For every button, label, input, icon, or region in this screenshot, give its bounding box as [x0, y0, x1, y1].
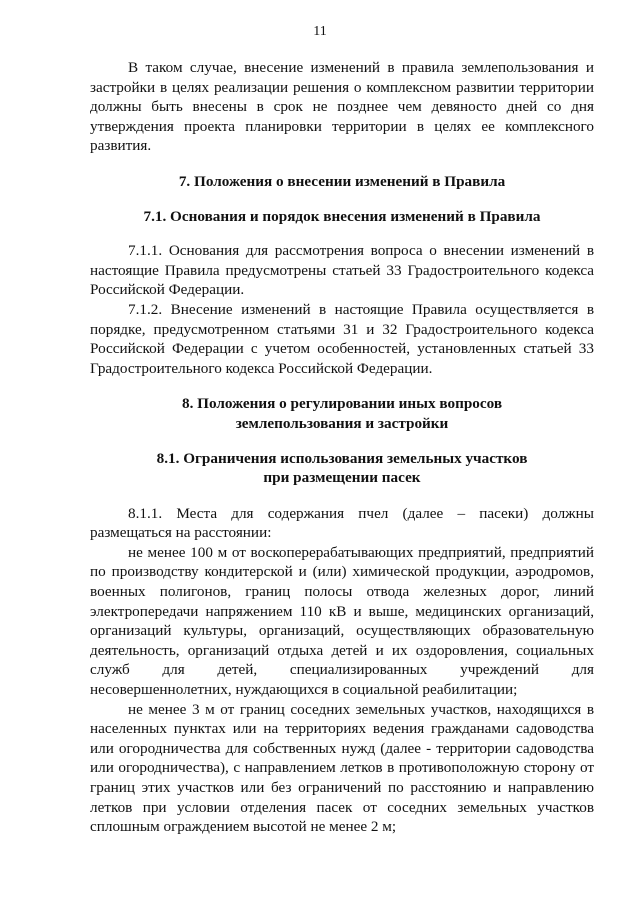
page-number: 11	[313, 24, 327, 39]
section-8-1-title	[90, 449, 594, 488]
paragraph-7-1-1: 7.1.1. Основания для рассмотрения вопроса о внесении изменений в настоящие Правила предусмотрены статьей 33 Градостроительного кодекса Российской Федерации.	[90, 242, 594, 299]
list-item-3m: не менее 3 м от границ соседних земельных участков, находящихся в населенных пунктах или на территориях ведения гражданами садоводства или огородничества для собственных нужд (далее - территории садоводства или огородничества), с направлением летков в противоположную сторону от границ этих участков или без ограничений по расстоянию и направлению летков при условии отделения пасек от соседних земельных участков сплошным ограждением высотой не менее 2 м;	[90, 700, 594, 836]
section-8-title-line1: 8. Положения о регулировании иных вопросов	[181, 395, 503, 413]
section-8-1-title-line1: 8.1. Ограничения использования земельных участков	[156, 449, 528, 467]
section-7-title: 7. Положения о внесении изменений в Правила	[178, 172, 506, 190]
section-8-title-line2: землепользования и застройки	[235, 414, 449, 432]
section-8-title	[90, 394, 594, 433]
paragraph-8-1-1: 8.1.1. Места для содержания пчел (далее – пасеки) должны размещаться на расстоянии:	[90, 504, 594, 542]
page-content	[90, 58, 594, 837]
intro-paragraph: В таком случае, внесение изменений в правила землепользования и застройки в целях реализации решения о комплексном развитии территории должны быть внесены в срок не позднее чем девяносто дней со дня утверждения проекта планировки территории в целях ее комплексного развития.	[90, 59, 594, 155]
paragraph-7-1-2: 7.1.2. Внесение изменений в настоящие Правила осуществляется в порядке, предусмотренном статьями 31 и 32 Градостроительного кодекса Российской Федерации с учетом особенностей, установленных статьей 33 Градостроительного кодекса Российской Федерации.	[90, 300, 594, 377]
section-7-1-title: 7.1. Основания и порядок внесения изменений в Правила	[143, 207, 541, 225]
section-8-1-title-line2: при размещении пасек	[263, 469, 421, 487]
list-item-100m: не менее 100 м от воскоперерабатывающих предприятий, предприятий по производству кондитерской и (или) химической продукции, аэродромов, военных полигонов, границ полосы отвода железных дорог, линий электропередачи напряжением 110 кВ и выше, медицинских организаций, организаций культуры, организаций, осуществляющих образовательную деятельность, организаций отдыха детей и их оздоровления, социальных служб для детей, специализированных учреждений для несовершеннолетних, нуждающихся в социальной реабилитации;	[90, 543, 594, 699]
